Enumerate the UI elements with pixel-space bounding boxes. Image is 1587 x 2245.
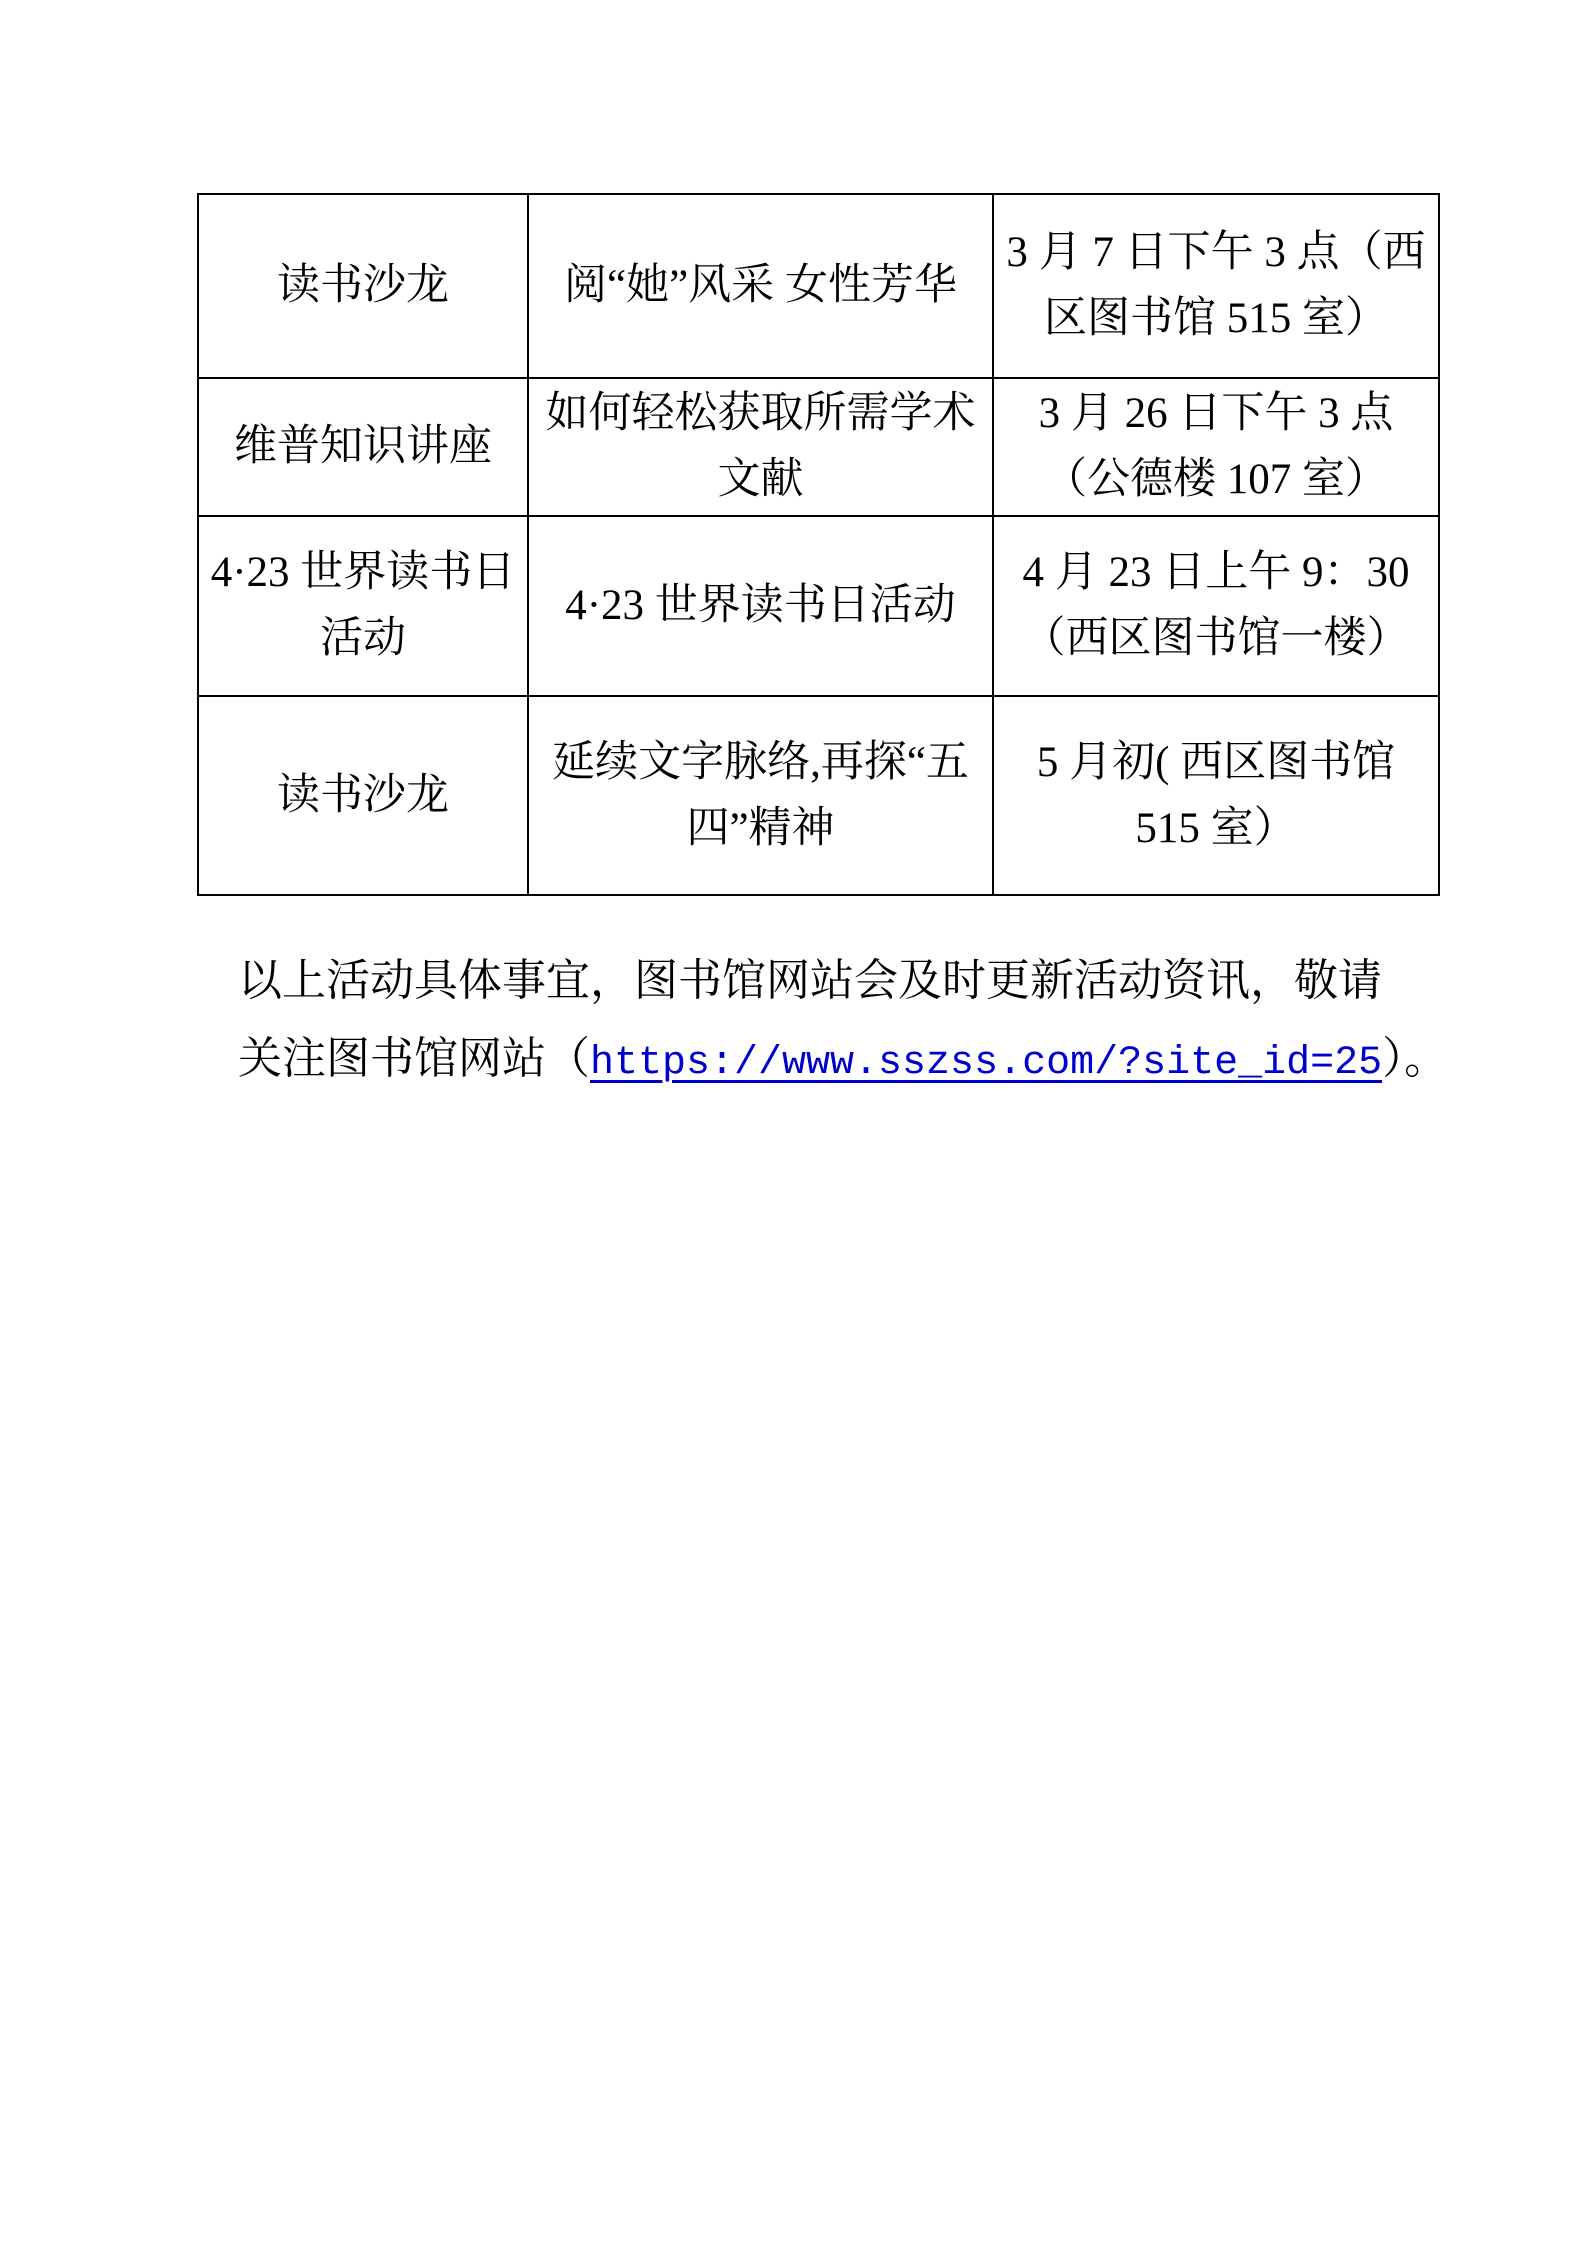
time-cell: 3 月 7 日下午 3 点（西区图书馆 515 室） (993, 194, 1439, 378)
activities-table (197, 193, 1440, 896)
time-cell: 5 月初( 西区图书馆 515 室） (993, 696, 1439, 895)
time-cell: 4 月 23 日上午 9：30（西区图书馆一楼） (993, 516, 1439, 696)
time-cell: 3 月 26 日下午 3 点（公德楼 107 室） (993, 378, 1439, 516)
activity-cell: 4·23 世界读书日活动 (198, 516, 528, 696)
theme-cell: 延续文字脉络,再探“五四”精神 (528, 696, 993, 895)
activity-cell: 维普知识讲座 (198, 378, 528, 516)
table-row (198, 194, 1439, 378)
library-website-link[interactable]: https://www.sszss.com/?site_id=25 (590, 1041, 1383, 1086)
theme-cell: 如何轻松获取所需学术文献 (528, 378, 993, 516)
theme-cell: 阅“她”风采 女性芳华 (528, 194, 993, 378)
footer-line-1: 以上活动具体事宜，图书馆网站会及时更新活动资讯，敬请 (238, 956, 1382, 1005)
activity-cell: 读书沙龙 (198, 194, 528, 378)
footer-note (238, 942, 1449, 1103)
footer-line-2-suffix: ）。 (1382, 1034, 1449, 1083)
footer-line-2 (238, 1020, 1449, 1103)
table-row (198, 378, 1439, 516)
footer-line-2-prefix: 关注图书馆网站（ (238, 1034, 590, 1083)
activity-cell: 读书沙龙 (198, 696, 528, 895)
table-row (198, 516, 1439, 696)
theme-cell: 4·23 世界读书日活动 (528, 516, 993, 696)
table-row (198, 696, 1439, 895)
